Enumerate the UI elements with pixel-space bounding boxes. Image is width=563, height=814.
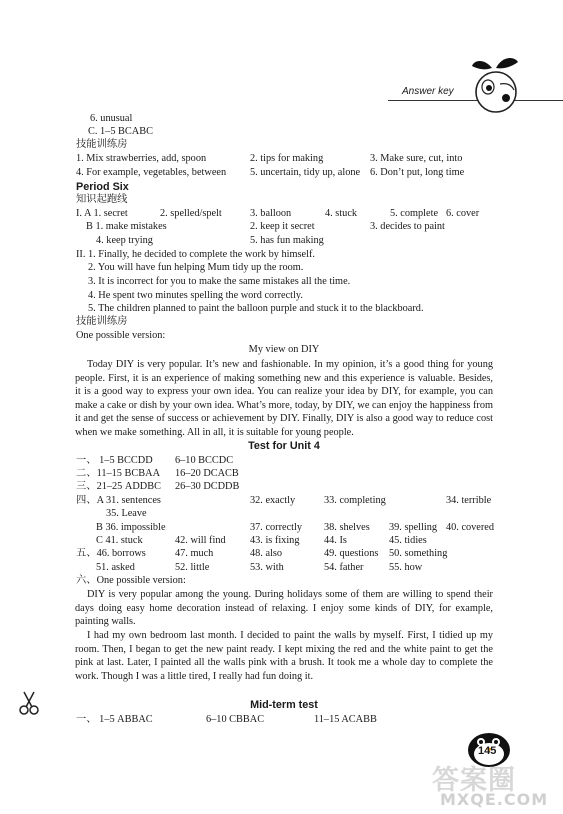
- answer-item: 39. spelling: [389, 522, 438, 533]
- answer-line: II. 1. Finally, he decided to complete the work by himself.: [76, 249, 315, 260]
- answer-item: B 36. impossible: [96, 522, 166, 533]
- answer-item: C 41. stuck: [96, 535, 143, 546]
- answer-item: 51. asked: [96, 562, 135, 573]
- answer-item: 6. cover: [446, 208, 480, 219]
- answer-item: I. A 1. secret: [76, 208, 128, 219]
- answer-item: 5. uncertain, tidy up, alone: [250, 167, 361, 178]
- answer-item: 48. also: [250, 548, 283, 559]
- answer-item: 50. something: [389, 548, 448, 559]
- section-title: Mid-term test: [250, 699, 318, 711]
- answer-item: 42. will find: [175, 535, 226, 546]
- answer-item: 54. father: [324, 562, 364, 573]
- answer-item: 3. balloon: [250, 208, 292, 219]
- answer-item: 49. questions: [324, 548, 379, 559]
- answer-item: 37. correctly: [250, 522, 303, 533]
- section-label: 技能训练房: [76, 316, 128, 327]
- answer-item: 2. tips for making: [250, 153, 324, 164]
- answer-item: 6–10 CBBAC: [206, 714, 265, 725]
- answer-line: 3. It is incorrect for you to make the same mistakes all the time.: [88, 276, 351, 287]
- section-label: 知识起跑线: [76, 194, 128, 205]
- answer-item: 16–20 DCACB: [175, 468, 239, 479]
- answer-item: 一、 1–5 BCCDD: [76, 455, 153, 466]
- answer-item: 四、A 31. sentences: [76, 495, 161, 506]
- answer-line: 4. He spent two minutes spelling the word correctly.: [88, 290, 303, 301]
- answer-item: B 1. make mistakes: [86, 221, 167, 232]
- answer-item: 4. keep trying: [96, 235, 153, 246]
- answer-item: 4. stuck: [325, 208, 358, 219]
- answer-item: 2. spelled/spelt: [160, 208, 222, 219]
- answer-item: 33. completing: [324, 495, 386, 506]
- answer-item: 47. much: [175, 548, 214, 559]
- essay-title: My view on DIY: [248, 344, 320, 355]
- answer-item: 三、21–25 ADDBC: [76, 481, 161, 492]
- answer-item: 38. shelves: [324, 522, 370, 533]
- header-title: Answer key: [402, 86, 454, 97]
- answer-item: 11–15 ACABB: [314, 714, 377, 725]
- answer-line: 六、One possible version:: [76, 575, 186, 586]
- essay-paragraph: I had my own bedroom last month. I decided to paint the walls by myself. First, I tidied up my room. Then, I began to get the new paint ready. I kept mixing the red and the white paint to get the pink at last. Later, I painted all the walls pink with a brush. It took me a whole day to complete the work. Though I was a little tired, I really had fun doing it.: [75, 630, 493, 682]
- answer-item: 55. how: [389, 562, 423, 573]
- answer-item: 44. Is: [324, 535, 347, 546]
- page-number: 145: [478, 745, 497, 757]
- answer-item: 6–10 BCCDC: [175, 455, 234, 466]
- answer-item: 3. Make sure, cut, into: [370, 153, 463, 164]
- section-title: Period Six: [76, 181, 129, 193]
- answer-item: 43. is fixing: [250, 535, 300, 546]
- section-title: Test for Unit 4: [248, 440, 320, 452]
- answer-line: 6. unusual: [90, 113, 133, 124]
- answer-item: 3. decides to paint: [370, 221, 445, 232]
- scissors-icon: [18, 690, 40, 716]
- answer-item: 5. complete: [390, 208, 439, 219]
- answer-item: 35. Leave: [106, 508, 147, 519]
- essay-paragraph: DIY is very popular among the young. During holidays some of them are willing to spend their days doing easy home decoration instead of relaxing. I enjoy some kinds of DIY, for example, painting walls.: [75, 589, 493, 627]
- answer-item: 45. tidies: [389, 535, 427, 546]
- answer-item: 4. For example, vegetables, between: [76, 167, 227, 178]
- watermark: 答案圈: [432, 765, 516, 796]
- answer-item: 40. covered: [446, 522, 495, 533]
- watermark-url: MXQE.COM: [440, 790, 549, 809]
- answer-line: One possible version:: [76, 330, 166, 341]
- answer-item: 一、 1–5 ABBAC: [76, 714, 153, 725]
- answer-item: 6. Don’t put, long time: [370, 167, 465, 178]
- answer-item: 2. keep it secret: [250, 221, 315, 232]
- section-label: 技能训练房: [76, 139, 128, 150]
- essay-paragraph: Today DIY is very popular. It’s new and fashionable. In my opinion, it’s a good thing for young people. First, it is an experience of making something new and this experience is valuable. Besides, it is a good way to express your own idea. You can realize your idea by DIY, for example, you can make a cake or dish by your own idea. What’s more, today, by DIY, we can enjoy the happiness from it and get the sense of success or achievement by DIY. Finally, DIY is also a good way to reduce cost when we make something. All in all, it is suitable for young people.: [75, 359, 493, 438]
- answer-item: 五、46. borrows: [76, 548, 146, 559]
- answer-line: C. 1–5 BCABC: [88, 126, 153, 137]
- answer-item: 52. little: [175, 562, 210, 573]
- answer-item: 1. Mix strawberries, add, spoon: [76, 153, 207, 164]
- answer-line: 2. You will have fun helping Mum tidy up the room.: [88, 262, 304, 273]
- answer-item: 26–30 DCDDB: [175, 481, 240, 492]
- answer-item: 34. terrible: [446, 495, 492, 506]
- answer-item: 5. has fun making: [250, 235, 324, 246]
- answer-item: 32. exactly: [250, 495, 296, 506]
- fruit-mascot-icon: [466, 54, 526, 116]
- answer-item: 53. with: [250, 562, 284, 573]
- answer-line: 5. The children planned to paint the balloon purple and stuck it to the blackboard.: [88, 303, 424, 314]
- answer-item: 二、11–15 BCBAA: [76, 468, 161, 479]
